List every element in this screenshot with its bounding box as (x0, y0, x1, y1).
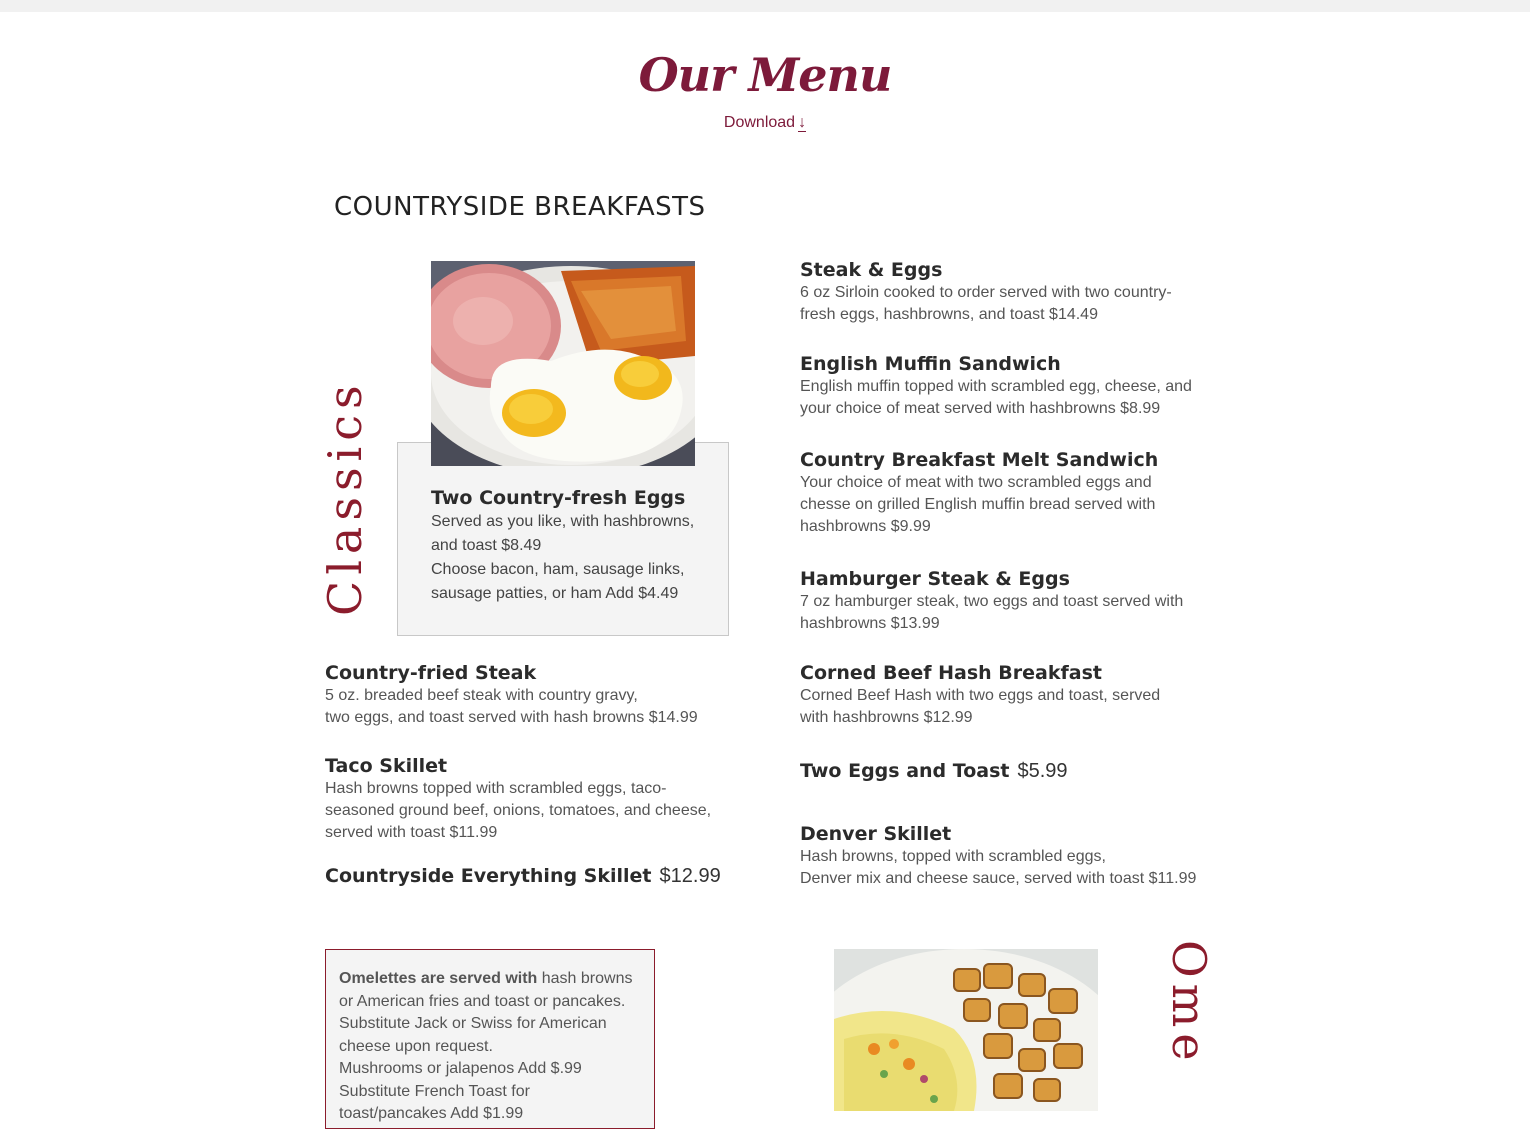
omelette-photo (834, 949, 1098, 1111)
item-price: $12.99 (659, 865, 721, 887)
item-name-line (325, 864, 745, 888)
menu-item-corned-beef (800, 661, 1170, 729)
download-arrow-icon: ↓ (798, 114, 807, 131)
notice-rest: hash browns or American fries and toast or pancakes. (339, 970, 633, 1010)
item-name: Countryside Everything Skillet (325, 865, 652, 887)
menu-item-taco-skillet (325, 754, 725, 844)
notice-line-1 (339, 968, 641, 1013)
item-desc: Hash browns topped with scrambled eggs, taco-seasoned ground beef, onions, tomatoes, and cheese, served with toast $11.99 (325, 780, 712, 841)
download-link[interactable] (724, 114, 806, 131)
item-desc: English muffin topped with scrambled egg, cheese, and your choice of meat served with hashbrowns $8.99 (800, 378, 1192, 417)
notice-bold: Omelettes are served with (339, 970, 538, 987)
notice-line-4: Substitute French Toast for toast/pancakes Add $1.99 (339, 1082, 530, 1122)
item-desc-extra: Choose bacon, ham, sausage links, sausage patties, or ham Add $4.49 (431, 561, 685, 602)
menu-item-steak-eggs (800, 258, 1200, 326)
item-price: $5.99 (1017, 760, 1068, 782)
menu-item-everything-skillet (325, 864, 745, 888)
item-desc: Corned Beef Hash with two eggs and toast, served with hashbrowns $12.99 (800, 687, 1161, 726)
menu-item-breakfast-melt (800, 448, 1165, 538)
item-name: Denver Skillet (800, 823, 952, 845)
menu-item-english-muffin (800, 352, 1200, 420)
item-desc: Denver mix and cheese sauce, served with toast $11.99 (800, 870, 1197, 887)
download-label: Download (723, 114, 796, 131)
item-name: Taco Skillet (325, 755, 448, 777)
item-name: Country Breakfast Melt Sandwich (800, 449, 1159, 471)
eggs-ham-photo (431, 261, 695, 466)
classics-vertical-label: Classics (318, 379, 372, 616)
item-desc: 5 oz. breaded beef steak with country gravy, (325, 687, 638, 704)
menu-item-hamburger-steak (800, 567, 1190, 635)
item-desc: Your choice of meat with two scrambled eggs and chesse on grilled English muffin bread served with hashbrowns $9.99 (800, 474, 1156, 535)
menu-item-denver-skillet (800, 822, 1210, 890)
item-name: Two Country-fresh Eggs (431, 487, 686, 509)
item-name: English Muffin Sandwich (800, 353, 1061, 375)
item-name: Hamburger Steak & Eggs (800, 568, 1070, 590)
notice-line-3: Mushrooms or jalapenos Add $.99 (339, 1060, 582, 1077)
notice-line-2: Substitute Jack or Swiss for American cheese upon request. (339, 1015, 607, 1055)
page-title: Our Menu (638, 48, 892, 102)
item-name: Two Eggs and Toast (800, 760, 1010, 782)
item-name: Steak & Eggs (800, 259, 943, 281)
section-heading: COUNTRYSIDE BREAKFASTS (334, 192, 706, 222)
item-desc: 7 oz hamburger steak, two eggs and toast served with hashbrowns $13.99 (800, 593, 1184, 632)
item-desc: Served as you like, with hashbrowns, and toast $8.49 (431, 513, 695, 554)
top-bar (0, 0, 1530, 12)
item-name: Country-fried Steak (325, 662, 537, 684)
item-desc: two eggs, and toast served with hash browns $14.99 (325, 709, 698, 726)
item-desc: Hash browns, topped with scrambled eggs, (800, 848, 1106, 865)
menu-item-country-fried-steak (325, 661, 725, 729)
download-link-wrap (0, 114, 1530, 132)
omelette-notice (325, 949, 655, 1129)
menu-item-featured (431, 486, 721, 606)
item-name-line (800, 759, 1200, 783)
menu-item-two-eggs-toast (800, 759, 1200, 783)
item-desc: 6 oz Sirloin cooked to order served with two country-fresh eggs, hashbrowns, and toast $14.49 (800, 284, 1172, 323)
item-name: Corned Beef Hash Breakfast (800, 662, 1102, 684)
omelettes-vertical-label: Ome (1162, 940, 1216, 1067)
